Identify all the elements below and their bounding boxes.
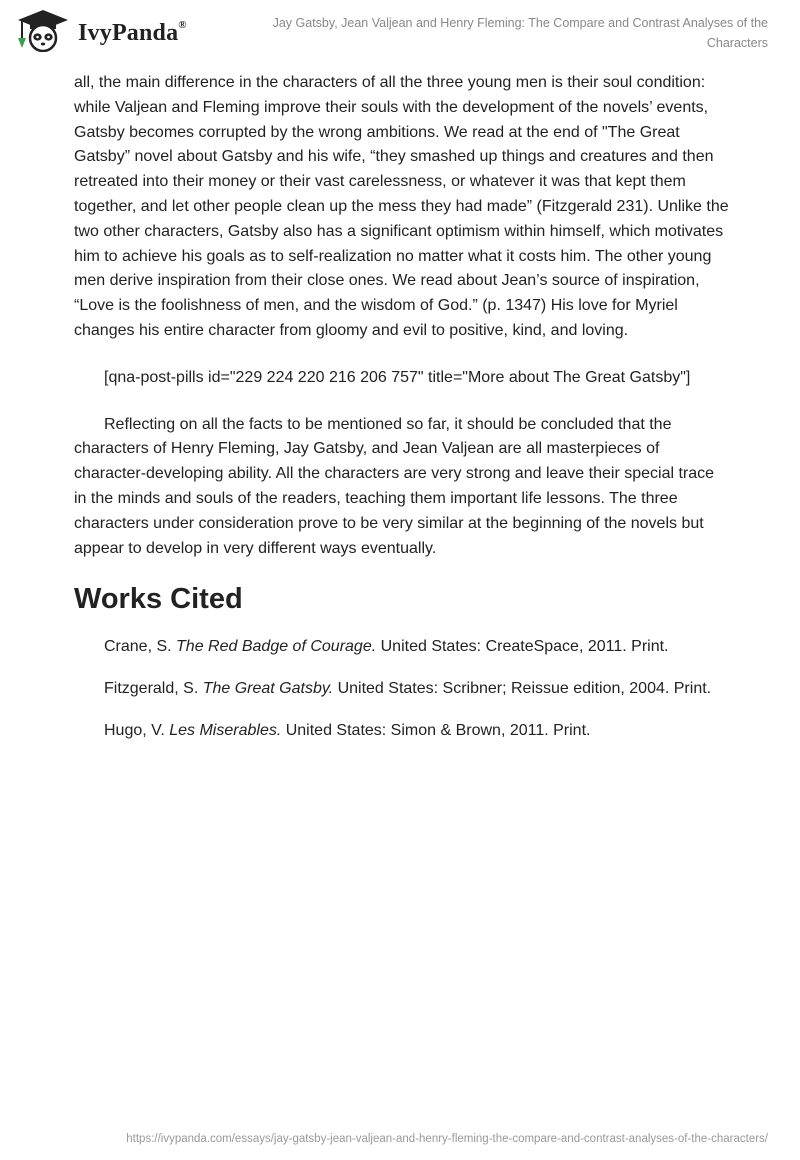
page-header xyxy=(0,0,800,70)
citation-entry xyxy=(74,677,730,702)
footer-url-link[interactable]: https://ivypanda.com/essays/jay-gatsby-jean-valjean-and-henry-fleming-the-compare-and-contrast-analyses-of-the-characters/ xyxy=(126,1133,768,1145)
citation-title: The Great Gatsby. xyxy=(202,680,334,698)
citation-entry xyxy=(74,635,730,660)
logo-wordmark xyxy=(78,20,187,47)
registered-mark: ® xyxy=(178,18,187,31)
citation-publisher: United States: CreateSpace, 2011. Print. xyxy=(376,638,669,656)
body-paragraph: all, the main difference in the characters of all the three young men is their soul condition: while Valjean and Fleming improve their souls with the development of the novels’ events, Gatsby becomes corrupted by the wrong ambitions. We read at the end of "The Great Gatsby” novel about Gatsby and his wife, “they smashed up things and creatures and then retreated into their money or their vast carelessness, or whatever it was that kept them together, and let other people clean up the mess they had made” (Fitzgerald 231). Unlike the two other characters, Gatsby also has a significant optimism within himself, which motivates him to achieve his goals as to self-realization no matter what it costs him. The other young men derive inspiration from their close ones. We read about Jean’s source of inspiration, “Love is the foolishness of men, and the wisdom of God.” (p. 1347) His love for Myriel changes his entire character from gloomy and evil to positive, kind, and loving. xyxy=(74,74,729,339)
citation-publisher: United States: Simon & Brown, 2011. Print. xyxy=(281,721,591,739)
citation-title: The Red Badge of Courage. xyxy=(176,638,377,656)
citation-entry xyxy=(74,719,730,744)
logo-text: IvyPanda xyxy=(78,19,179,46)
works-cited-heading: Works Cited xyxy=(74,583,243,616)
citation-author: Hugo, V. xyxy=(104,721,170,739)
conclusion-paragraph: Reflecting on all the facts to be mentioned so far, it should be concluded that the characters of Henry Fleming, Jay Gatsby, and Jean Valjean are all masterpieces of character-developing ability. All the characters are very strong and leave their special trace in the minds and souls of the readers, teaching them important life lessons. The three characters under consideration prove to be very similar at the beginning of the novels but appear to develop in very different ways eventually. xyxy=(74,415,715,557)
citation-author: Fitzgerald, S. xyxy=(104,680,203,698)
shortcode-paragraph: [qna-post-pills id="229 224 220 216 206 757" title="More about The Great Gatsby"] xyxy=(104,368,691,386)
citation-publisher: United States: Scribner; Reissue edition, 2004. Print. xyxy=(333,680,712,698)
essay-content xyxy=(74,71,730,744)
citation-author: Crane, S. xyxy=(104,638,177,656)
document-title: Jay Gatsby, Jean Valjean and Henry Fleming: The Compare and Contrast Analyses of the Characters xyxy=(272,16,768,50)
citation-title: Les Miserables. xyxy=(169,721,282,739)
panda-graduate-icon xyxy=(14,8,72,52)
ivypanda-logo[interactable] xyxy=(14,8,187,52)
